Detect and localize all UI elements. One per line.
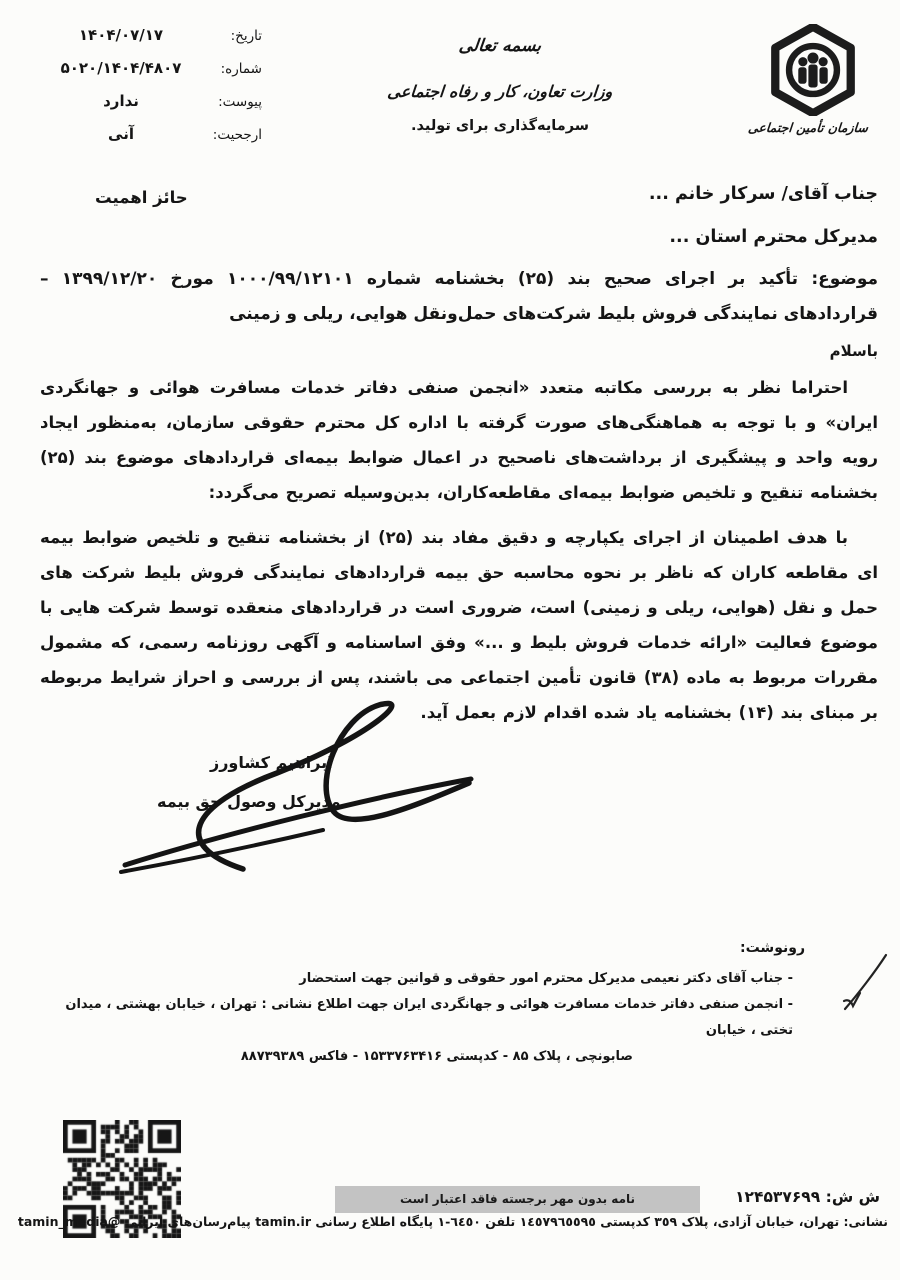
tracking-number: ش ش: ۱۲۴۵۳۷۶۹۹ (735, 1188, 880, 1206)
meta-attachment-row (52, 92, 262, 110)
date-label: تاریخ: (230, 28, 262, 44)
letter-body (40, 262, 878, 730)
attachment-value: ندارد (103, 92, 139, 110)
number-value: ۵۰۲۰/۱۴۰۴/۴۸۰۷ (60, 59, 182, 77)
cc-item: صابونچی ، پلاک ۸۵ - کدپستی ۱۵۳۳۷۶۳۴۱۶ - فاکس ۸۸۷۳۹۳۸۹ (240, 1049, 633, 1064)
body-paragraph-2: با هدف اطمینان از اجرای یکپارچه و دقیق مفاد بند (۲۵) از بخشنامه تنقیح و تلخیص ضوابط بیمه ای مقاطعه کاران که ناظر بر نحوه محاسبه حق بیمه قراردادهای نمایندگی فروش بلیط شرکت های حمل و نقل (هوایی، ریلی و زمینی) است، ضروری است در قراردادهای منعقده توسط شرکت هایی با موضوع فعالیت «ارائه خدمات فروش بلیط و ...» وفق اساسنامه و آگهی روزنامه رسمی، که مشمول مقررات مربوط به ماده (۳۸) قانون تأمین اجتماعی می باشند، پس از بررسی و احراز شرایط مربوطه بر مبنای بند (۱۴) بخشنامه یاد شده اقدام لازم بعمل آید. (40, 528, 878, 722)
footer-address: نشانی: تهران، خیابان آزادی، پلاک ٣٥٩ کدپستی ١٤٥٧٩٦٥٥٩٥ تلفن ٦٤٥٠-١ پایگاه اطلاع رسانی tamin.ir پیام‌رسان‌های ایرانی @tamin_media (17, 1214, 888, 1229)
letter-meta-fields (52, 26, 262, 158)
cc-item: - جناب آقای دکتر نعیمی مدیرکل محترم امور حقوقی و قوانین جهت استحضار (299, 971, 793, 986)
date-value: ۱۴۰۴/۰۷/۱۷ (78, 26, 164, 44)
meta-number-row (52, 59, 262, 77)
subject-line: موضوع: تأکید بر اجرای صحیح بند (۲۵) بخشنامه شماره ۱۰۰۰/۹۹/۱۲۱۰۱ مورخ ۱۳۹۹/۱۲/۲۰ – قراردادهای نمایندگی فروش بلیط شرکت‌های حمل‌ونقل هوایی، ریلی و زمینی (40, 269, 879, 324)
basmala-text: بسمه تعالی (457, 36, 543, 56)
org-name-text: سازمان تأمین اجتماعی (747, 120, 869, 135)
stamp-validity-note: نامه بدون مهر برجسته فاقد اعتبار است (335, 1186, 700, 1213)
handwritten-signature-icon (115, 693, 485, 878)
handwritten-checkmark-icon (842, 952, 888, 1012)
meta-priority-row (52, 125, 262, 143)
meta-date-row (52, 26, 262, 44)
salutation: باسلام (829, 342, 878, 360)
signature-block (115, 693, 485, 878)
number-label: شماره: (220, 61, 262, 77)
cc-label: رونوشت: (740, 940, 805, 956)
cc-item: - انجمن صنفی دفاتر خدمات مسافرت هوائی و جهانگردی ایران جهت اطلاع نشانی : تهران ، خیابان بهشتی ، میدان تختی ، خیابان (65, 997, 793, 1038)
signatory-name: ابراهیم کشاورز (210, 753, 333, 772)
org-logo (747, 24, 869, 135)
cc-section (40, 940, 805, 1070)
addressee-line1: جناب آقای/ سرکار خانم ... (648, 184, 878, 204)
attachment-label: پیوست: (218, 94, 262, 110)
body-paragraph-1: احتراما نظر به بررسی مکاتبه متعدد «انجمن صنفی دفاتر خدمات مسافرت هوائی و جهانگردی ایران» و با توجه به هماهنگی‌های صورت گرفته با اداره کل محترم حقوقی سازمان، به‌منظور ایجاد رویه واحد و پیشگیری از برداشت‌های ناصحیح در اعمال ضوابط بیمه‌ای قراردادهای موضوع بند (۲۵) بخشنامه تنقیح و تلخیص ضوابط بیمه‌ای مقاطعه‌کاران، بدین‌وسیله تصریح می‌گردد: (40, 378, 878, 502)
importance-tag: حائز اهمیت (95, 188, 188, 207)
signatory-title: مدیرکل وصول حق بیمه (157, 792, 341, 811)
ministry-slogan: سرمایه‌گذاری برای تولید. (411, 118, 589, 134)
priority-label: ارجحیت: (212, 127, 262, 143)
addressee-line2: مدیرکل محترم استان ... (669, 227, 878, 247)
ministry-title: وزارت تعاون، کار و رفاه اجتماعی (386, 82, 614, 101)
priority-value: آنی (108, 125, 134, 143)
social-security-logo-icon (767, 24, 859, 116)
